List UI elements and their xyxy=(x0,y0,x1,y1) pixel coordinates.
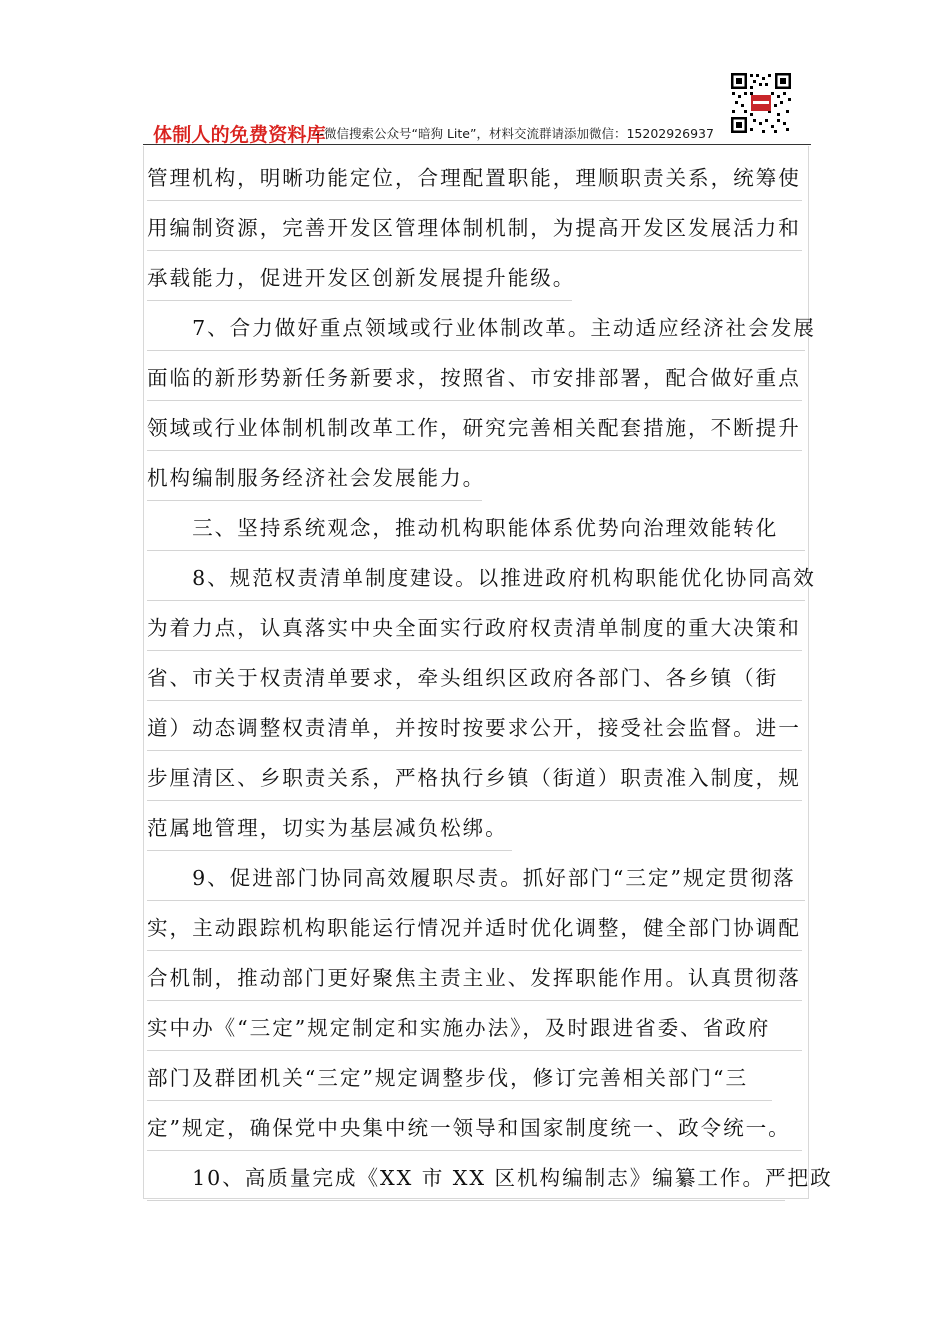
line-underline xyxy=(147,350,805,351)
body-line xyxy=(147,608,801,648)
line-underline xyxy=(147,850,512,851)
body-line xyxy=(147,658,778,698)
body-line-text: 三、坚持系统观念，推动机构职能体系优势向治理效能转化 xyxy=(147,516,779,540)
body-line-text: 步厘清区、乡职责关系，严格执行乡镇（街道）职责准入制度，规 xyxy=(147,766,801,790)
line-underline xyxy=(147,1050,802,1051)
body-line xyxy=(147,258,575,298)
header-banner xyxy=(143,118,811,146)
body-line-text: 范属地管理，切实为基层减负松绑。 xyxy=(147,816,508,840)
body-line xyxy=(147,458,485,498)
line-underline xyxy=(147,250,802,251)
body-line xyxy=(147,158,801,198)
line-underline xyxy=(147,700,802,701)
body-line-text: 省、市关于权责清单要求，牵头组织区政府各部门、各乡镇（街 xyxy=(147,666,779,690)
body-line-text: 9、促进部门协同高效履职尽责。抓好部门“三定”规定贯彻落 xyxy=(147,866,796,890)
line-underline xyxy=(147,1200,785,1201)
header-divider xyxy=(143,144,811,145)
line-underline xyxy=(147,650,802,651)
header-tagline: --微信搜索公众号“暗狗 Lite”，材料交流群请添加微信：15202926937 xyxy=(315,126,714,141)
line-underline xyxy=(147,300,572,301)
body-line-text: 管理机构，明晰功能定位，合理配置职能，理顺职责关系，统筹使 xyxy=(147,166,801,190)
line-underline xyxy=(147,950,802,951)
body-line-text: 部门及群团机关“三定”规定调整步伐，修订完善相关部门“三 xyxy=(147,1066,749,1090)
body-line xyxy=(147,758,801,798)
body-line xyxy=(147,708,801,748)
body-line-text: 领域或行业体制机制改革工作，研究完善相关配套措施，不断提升 xyxy=(147,416,801,440)
body-line xyxy=(147,1158,833,1198)
body-line xyxy=(147,508,778,548)
body-line xyxy=(147,558,816,598)
line-underline xyxy=(147,800,802,801)
body-line xyxy=(147,958,801,998)
body-line-text: 合机制，推动部门更好聚焦主责主业、发挥职能作用。认真贯彻落 xyxy=(147,966,801,990)
body-line xyxy=(147,808,508,848)
body-line-text: 实，主动跟踪机构职能运行情况并适时优化调整，健全部门协调配 xyxy=(147,916,801,940)
line-underline xyxy=(147,400,802,401)
line-underline xyxy=(147,900,805,901)
body-line-text: 定”规定，确保党中央集中统一领导和国家制度统一、政令统一。 xyxy=(147,1116,791,1140)
body-line-text: 面临的新形势新任务新要求，按照省、市安排部署，配合做好重点 xyxy=(147,366,801,390)
body-line xyxy=(147,408,801,448)
line-underline xyxy=(147,500,482,501)
line-underline xyxy=(147,450,802,451)
line-underline xyxy=(147,1000,802,1001)
body-line xyxy=(147,1108,791,1148)
body-line-text: 8、规范权责清单制度建设。以推进政府机构职能优化协同高效 xyxy=(147,566,816,590)
body-line-text: 机构编制服务经济社会发展能力。 xyxy=(147,466,486,490)
body-line xyxy=(147,358,801,398)
body-line-text: 实中办《“三定”规定制定和实施办法》，及时跟进省委、省政府 xyxy=(147,1016,771,1040)
body-line-text: 7、合力做好重点领域或行业体制改革。主动适应经济社会发展 xyxy=(147,316,816,340)
line-underline xyxy=(147,550,805,551)
brand-title: 体制人的免费资料库 xyxy=(153,124,326,146)
body-line-text: 10、高质量完成《XX 市 XX 区机构编制志》编纂工作。严把政 xyxy=(147,1166,833,1190)
body-line-text: 用编制资源，完善开发区管理体制机制，为提高开发区发展活力和 xyxy=(147,216,801,240)
qr-code-icon xyxy=(730,72,792,134)
line-underline xyxy=(147,1100,772,1101)
body-line-text: 承载能力，促进开发区创新发展提升能级。 xyxy=(147,266,576,290)
line-underline xyxy=(147,1150,802,1151)
body-line-text: 为着力点，认真落实中央全面实行政府权责清单制度的重大决策和 xyxy=(147,616,801,640)
line-underline xyxy=(147,600,805,601)
line-underline xyxy=(147,200,802,201)
body-line xyxy=(147,1058,748,1098)
body-line xyxy=(147,858,796,898)
body-line-text: 道）动态调整权责清单，并按时按要求公开，接受社会监督。进一 xyxy=(147,716,801,740)
body-line xyxy=(147,1008,770,1048)
body-line xyxy=(147,208,801,248)
body-line xyxy=(147,908,801,948)
body-line xyxy=(147,308,816,348)
line-underline xyxy=(147,750,802,751)
